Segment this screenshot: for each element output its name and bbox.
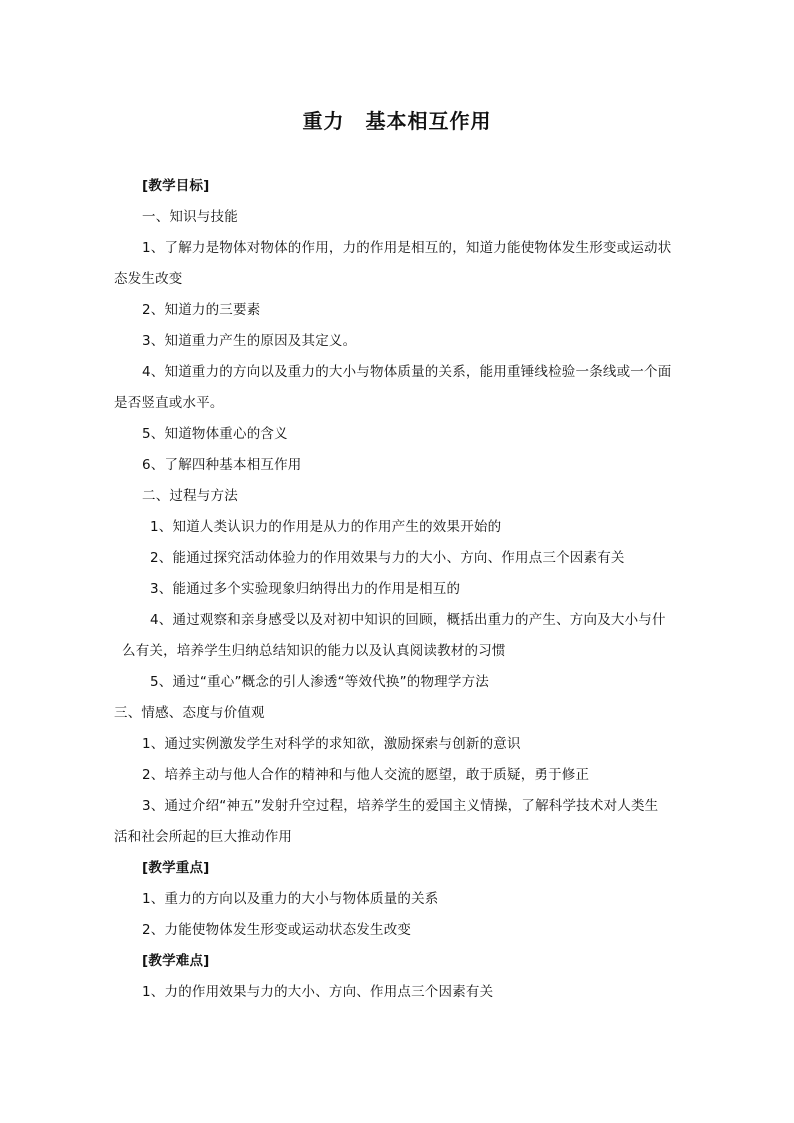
attitude-values-heading: 三、情感、态度与价值观 [114, 705, 265, 721]
goal-item-2: 2、知道力的三要素 [142, 302, 261, 318]
key-point-item-1: 1、重力的方向以及重力的大小与物体质量的关系 [142, 891, 439, 907]
difficulties-heading: [教学难点] [142, 953, 210, 969]
difficulty-item-1: 1、力的作用效果与力的大小、方向、作用点三个因素有关 [142, 984, 494, 1000]
goal-item-4-line-1: 4、知道重力的方向以及重力的大小与物体质量的关系，能用重锤线检验一条线或一个面 [142, 364, 672, 380]
key-points-heading: [教学重点] [142, 860, 210, 876]
key-point-item-2: 2、力能使物体发生形变或运动状态发生改变 [142, 922, 412, 938]
goal-item-1-line-2: 态发生改变 [114, 271, 183, 287]
goal-item-5: 5、知道物体重心的含义 [142, 426, 288, 442]
process-item-5: 5、通过“重心”概念的引人渗透“等效代换”的物理学方法 [150, 674, 489, 690]
page-title: 重力 基本相互作用 [302, 109, 492, 133]
process-methods-heading: 二、过程与方法 [142, 488, 238, 504]
process-item-2: 2、能通过探究活动体验力的作用效果与力的大小、方向、作用点三个因素有关 [150, 550, 625, 566]
goal-item-3: 3、知道重力产生的原因及其定义。 [142, 333, 357, 349]
process-item-4-line-2: 么有关，培养学生归纳总结知识的能力以及认真阅读教材的习惯 [122, 643, 506, 659]
goal-item-1-line-1: 1、了解力是物体对物体的作用，力的作用是相互的，知道力能使物体发生形变或运动状 [142, 240, 672, 256]
goal-item-4-line-2: 是否竖直或水平。 [114, 395, 224, 411]
knowledge-skills-heading: 一、知识与技能 [142, 209, 238, 225]
attitude-item-1: 1、通过实例激发学生对科学的求知欲，激励探索与创新的意识 [142, 736, 521, 752]
teaching-goals-heading: [教学目标] [142, 178, 210, 194]
attitude-item-3-line-2: 活和社会所起的巨大推动作用 [114, 829, 293, 845]
process-item-4-line-1: 4、通过观察和亲身感受以及对初中知识的回顾，概括出重力的产生、方向及大小与什 [150, 612, 666, 628]
attitude-item-2: 2、培养主动与他人合作的精神和与他人交流的愿望，敢于质疑，勇于修正 [142, 767, 590, 783]
attitude-item-3-line-1: 3、通过介绍“神五”发射升空过程，培养学生的爱国主义情操，了解科学技术对人类生 [142, 798, 659, 814]
goal-item-6: 6、了解四种基本相互作用 [142, 457, 302, 473]
process-item-1: 1、知道人类认识力的作用是从力的作用产生的效果开始的 [150, 519, 502, 535]
process-item-3: 3、能通过多个实验现象归纳得出力的作用是相互的 [150, 581, 461, 597]
